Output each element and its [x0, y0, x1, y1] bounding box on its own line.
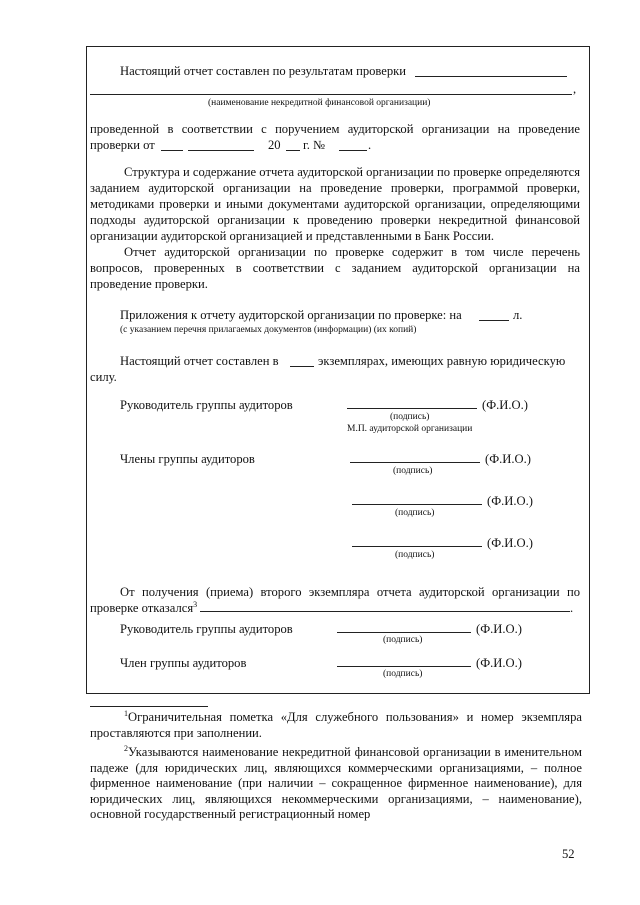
member-signature-line [337, 666, 471, 667]
refusal-line2: проверке отказался$^3$ [90, 599, 198, 615]
org-caption: (наименование некредитной финансовой организации) [208, 98, 431, 108]
member3-fio: (Ф.И.О.) [487, 536, 533, 550]
member1-signature-line [350, 462, 480, 463]
copies-prefix: Настоящий отчет составлен в [120, 354, 279, 368]
date-day-blank [161, 150, 183, 151]
dot: . [368, 138, 372, 152]
member-fio: (Ф.И.О.) [476, 656, 522, 670]
page-number: 52 [562, 847, 575, 861]
members-label: Члены группы аудиторов [120, 452, 255, 466]
footnote-2: $^2$Указываются наименование некредитной финансовой организации в именительном падеже (для юридических лиц, являющихся коммерческими организациями, – полное фирменное наименование (при наличии – сокращенное фирменное наименование), для юридических лиц, являющихся некоммерческими организациями, – наименование), основной государственный регистрационный номер [90, 743, 582, 821]
head-signature-line [347, 408, 477, 409]
year-suffix: г. № [303, 138, 326, 152]
number-blank [339, 150, 367, 151]
member2-signature-caption: (подпись) [395, 508, 435, 518]
check-from-label: проверки от [90, 138, 155, 152]
member2-signature-line [352, 504, 482, 505]
org-name-blank-line2 [90, 94, 572, 95]
copies-suffix: экземплярах, имеющих равную юридическую [318, 354, 566, 368]
copies-count-blank [290, 366, 314, 367]
structure-block [90, 164, 580, 292]
intro-text: Настоящий отчет составлен по результатам проверки [120, 64, 407, 78]
head-label-2: Руководитель группы аудиторов [120, 622, 293, 636]
footnotes [90, 710, 582, 827]
refusal-name-line [200, 611, 570, 612]
stamp-caption: М.П. аудиторской организации [347, 424, 473, 434]
head-signature-caption: (подпись) [390, 412, 430, 422]
contains-paragraph: Отчет аудиторской организации по проверке содержит в том числе перечень вопросов, проверенных в соответствии с заданием аудиторской организации на проведение проверки. [90, 245, 580, 291]
member1-signature-caption: (подпись) [393, 466, 433, 476]
appendices-suffix: л. [513, 308, 523, 322]
appendices-text: Приложения к отчету аудиторской организации по проверке: на [120, 308, 462, 322]
head-fio: (Ф.И.О.) [482, 398, 528, 412]
year-prefix: 20 [268, 138, 281, 152]
refusal-line1: От получения (приема) второго экземпляра отчета аудиторской организации по [120, 585, 580, 599]
refusal-dot: . [570, 601, 574, 615]
member-signature-caption: (подпись) [383, 669, 423, 679]
refusal-footnote-mark: 3 [193, 599, 198, 609]
member1-fio: (Ф.И.О.) [485, 452, 531, 466]
footnote-1: $^1$Ограничительная пометка «Для служебного пользования» и номер экземпляра проставляются при заполнении. [90, 708, 582, 740]
head2-signature-line [337, 632, 471, 633]
structure-paragraph: Структура и содержание отчета аудиторской организации по проверке определяются заданием аудиторской организации на проведение проверки, программой проверки, методиками проверки и иными документами аудиторской организации, определяющими подходы аудиторской организации к проведению проверки некредитной финансовой организации аудиторской организацией и представленными в Банк России. [90, 165, 580, 243]
head2-fio: (Ф.И.О.) [476, 622, 522, 636]
head2-signature-caption: (подпись) [383, 635, 423, 645]
member3-signature-line [352, 546, 482, 547]
year-blank [286, 150, 300, 151]
member2-fio: (Ф.И.О.) [487, 494, 533, 508]
comma: , [573, 82, 577, 96]
org-name-blank [415, 76, 567, 77]
footnote-separator [90, 706, 208, 707]
member3-signature-caption: (подпись) [395, 550, 435, 560]
appendices-note: (с указанием перечня прилагаемых документов (информации) (их копий) [120, 325, 417, 335]
appendices-pages-blank [479, 320, 509, 321]
head-label: Руководитель группы аудиторов [120, 398, 293, 412]
member-label: Член группы аудиторов [120, 656, 247, 670]
copies-end: силу. [90, 370, 117, 384]
date-month-blank [188, 150, 254, 151]
conducted-text: проведенной в соответствии с поручением аудиторской организации на проведение [90, 122, 580, 136]
